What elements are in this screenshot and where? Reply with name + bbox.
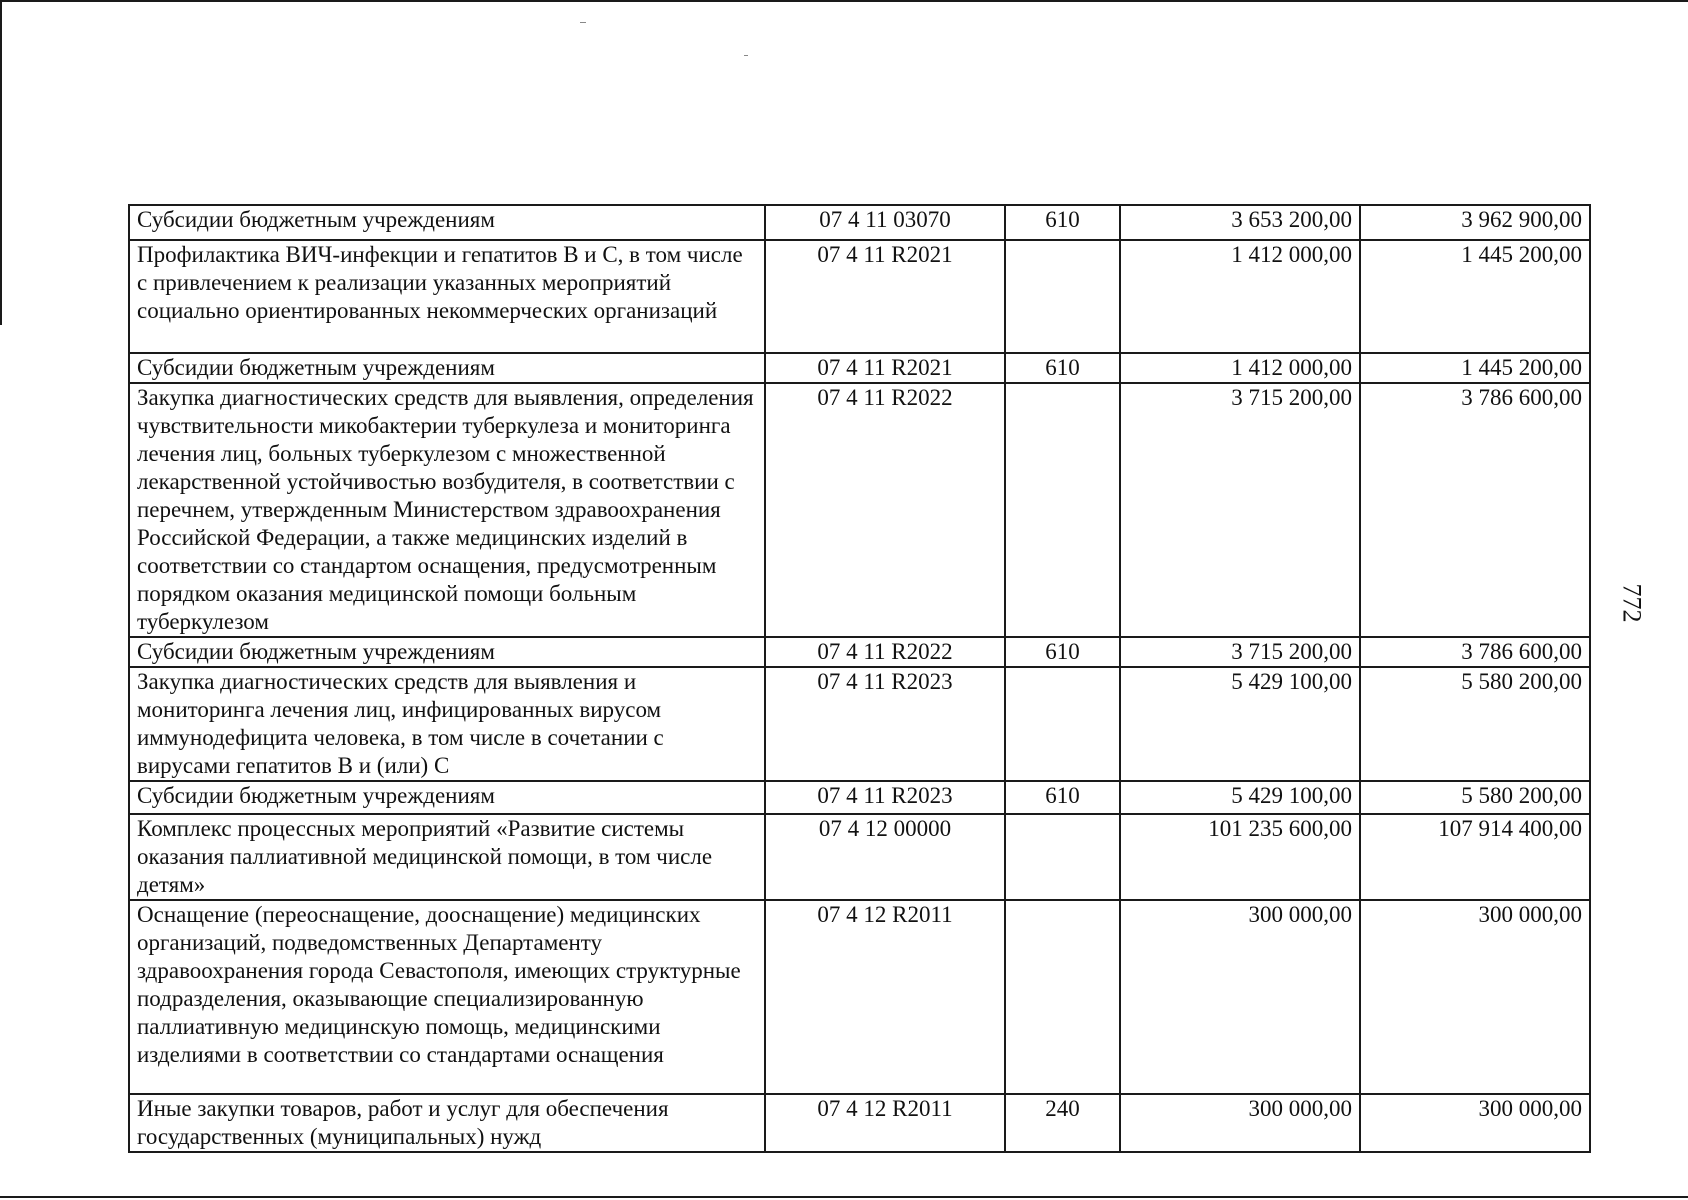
row-sum-2: 107 914 400,00 bbox=[1360, 814, 1590, 900]
row-code: 07 4 11 R2021 bbox=[765, 353, 1005, 383]
row-name: Субсидии бюджетным учреждениям bbox=[129, 781, 765, 814]
row-sum-2: 300 000,00 bbox=[1360, 1094, 1590, 1152]
row-sum-1: 1 412 000,00 bbox=[1120, 240, 1360, 353]
row-vr bbox=[1005, 900, 1120, 1094]
row-vr bbox=[1005, 240, 1120, 353]
row-vr: 240 bbox=[1005, 1094, 1120, 1152]
row-vr bbox=[1005, 667, 1120, 781]
row-sum-1: 1 412 000,00 bbox=[1120, 353, 1360, 383]
budget-table bbox=[128, 204, 1591, 1153]
row-sum-1: 3 715 200,00 bbox=[1120, 637, 1360, 667]
table-row bbox=[129, 353, 1590, 383]
row-vr: 610 bbox=[1005, 353, 1120, 383]
row-sum-1: 101 235 600,00 bbox=[1120, 814, 1360, 900]
row-sum-1: 3 715 200,00 bbox=[1120, 383, 1360, 637]
row-sum-1: 5 429 100,00 bbox=[1120, 667, 1360, 781]
table-row bbox=[129, 637, 1590, 667]
row-code: 07 4 11 R2023 bbox=[765, 781, 1005, 814]
scan-border-bottom bbox=[0, 1196, 1688, 1198]
row-vr: 610 bbox=[1005, 637, 1120, 667]
table-row bbox=[129, 900, 1590, 1094]
row-sum-2: 1 445 200,00 bbox=[1360, 353, 1590, 383]
table-row bbox=[129, 383, 1590, 637]
table-row bbox=[129, 205, 1590, 240]
row-name: Субсидии бюджетным учреждениям bbox=[129, 353, 765, 383]
row-sum-2: 5 580 200,00 bbox=[1360, 781, 1590, 814]
row-name: Оснащение (переоснащение, дооснащение) медицинских организаций, подведомственных Департаменту здравоохранения города Севастополя, имеющих структурные подразделения, оказывающие специализированную паллиативную медицинскую помощь, медицинскими изделиями в соответствии со стандартами оснащения bbox=[129, 900, 765, 1094]
row-sum-1: 300 000,00 bbox=[1120, 1094, 1360, 1152]
row-sum-2: 3 962 900,00 bbox=[1360, 205, 1590, 240]
row-code: 07 4 11 R2022 bbox=[765, 637, 1005, 667]
row-name: Комплекс процессных мероприятий «Развитие системы оказания паллиативной медицинской помощи, в том числе детям» bbox=[129, 814, 765, 900]
row-name: Профилактика ВИЧ-инфекции и гепатитов В и С, в том числе с привлечением к реализации указанных мероприятий социально ориентированных некоммерческих организаций bbox=[129, 240, 765, 353]
row-code: 07 4 12 00000 bbox=[765, 814, 1005, 900]
row-vr: 610 bbox=[1005, 205, 1120, 240]
scan-speck bbox=[744, 55, 748, 56]
row-code: 07 4 11 R2023 bbox=[765, 667, 1005, 781]
row-code: 07 4 12 R2011 bbox=[765, 900, 1005, 1094]
table-row bbox=[129, 240, 1590, 353]
row-vr bbox=[1005, 814, 1120, 900]
row-name: Иные закупки товаров, работ и услуг для обеспечения государственных (муниципальных) нужд bbox=[129, 1094, 765, 1152]
row-name: Субсидии бюджетным учреждениям bbox=[129, 205, 765, 240]
row-sum-1: 3 653 200,00 bbox=[1120, 205, 1360, 240]
row-vr bbox=[1005, 383, 1120, 637]
table-row bbox=[129, 814, 1590, 900]
row-vr: 610 bbox=[1005, 781, 1120, 814]
row-name: Закупка диагностических средств для выявления и мониторинга лечения лиц, инфицированных вирусом иммунодефицита человека, в том числе в сочетании с вирусами гепатитов В и (или) С bbox=[129, 667, 765, 781]
row-name: Субсидии бюджетным учреждениям bbox=[129, 637, 765, 667]
table-row bbox=[129, 781, 1590, 814]
row-code: 07 4 11 R2021 bbox=[765, 240, 1005, 353]
row-sum-2: 1 445 200,00 bbox=[1360, 240, 1590, 353]
row-code: 07 4 11 R2022 bbox=[765, 383, 1005, 637]
row-sum-2: 300 000,00 bbox=[1360, 900, 1590, 1094]
scan-border-left bbox=[0, 0, 2, 325]
scan-speck bbox=[580, 22, 586, 23]
table-row bbox=[129, 1094, 1590, 1152]
row-sum-1: 300 000,00 bbox=[1120, 900, 1360, 1094]
scan-border-top bbox=[0, 0, 1688, 2]
table-row bbox=[129, 667, 1590, 781]
row-sum-2: 3 786 600,00 bbox=[1360, 383, 1590, 637]
row-name: Закупка диагностических средств для выявления, определения чувствительности микобактерии туберкулеза и мониторинга лечения лиц, больных туберкулезом с множественной лекарственной устойчивостью возбудителя, в соответствии с перечнем, утвержденным Министерством здравоохранения Российской Федерации, а также медицинских изделий в соответствии со стандартом оснащения, предусмотренным порядком оказания медицинской помощи больным туберкулезом bbox=[129, 383, 765, 637]
row-sum-1: 5 429 100,00 bbox=[1120, 781, 1360, 814]
row-code: 07 4 12 R2011 bbox=[765, 1094, 1005, 1152]
page-number: 772 bbox=[1617, 583, 1647, 623]
row-sum-2: 5 580 200,00 bbox=[1360, 667, 1590, 781]
row-code: 07 4 11 03070 bbox=[765, 205, 1005, 240]
row-sum-2: 3 786 600,00 bbox=[1360, 637, 1590, 667]
